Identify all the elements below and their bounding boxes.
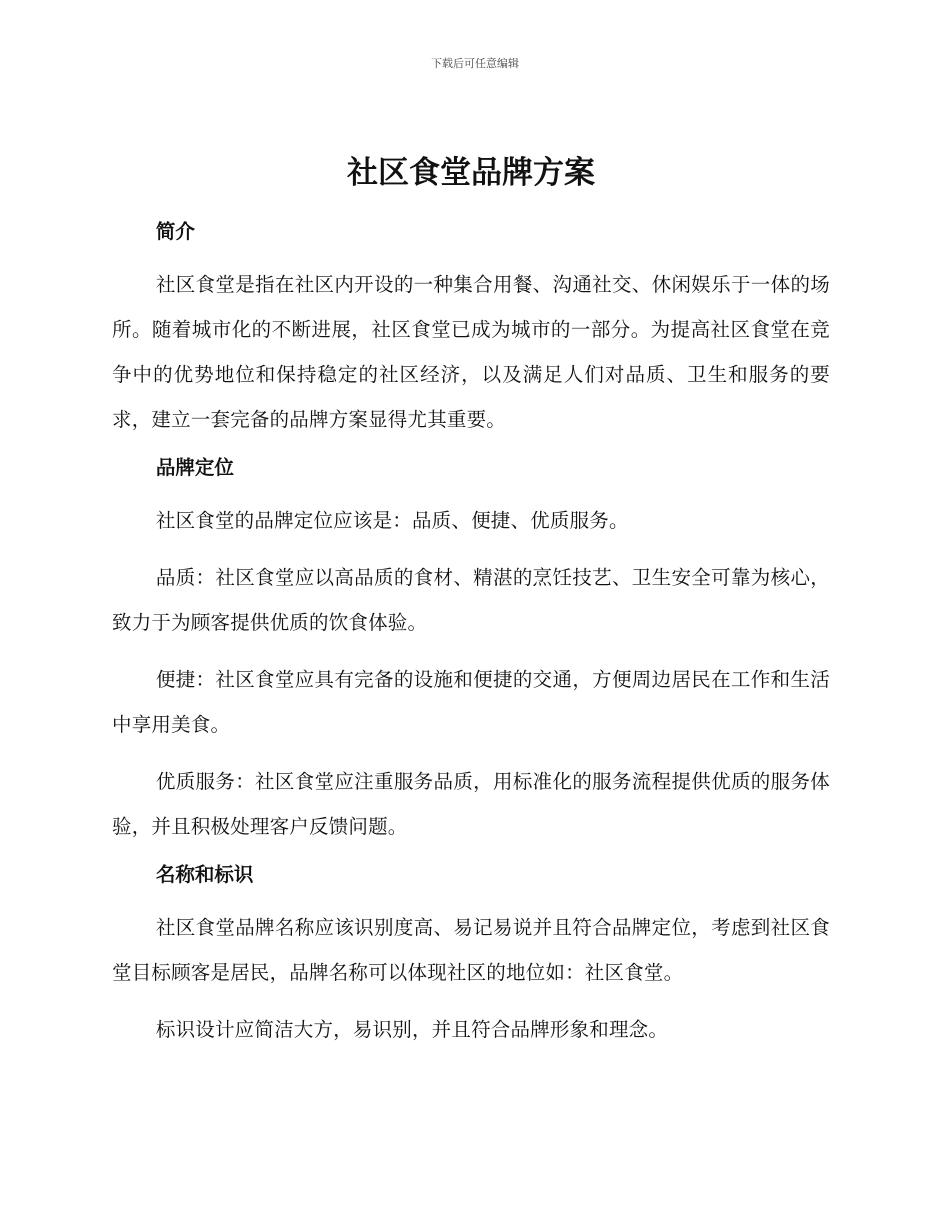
- document-title: 社区食堂品牌方案: [347, 155, 595, 191]
- paragraph: 便捷：社区食堂应具有完备的设施和便捷的交通，方便周边居民在工作和生活中享用美食。: [112, 668, 830, 736]
- section-heading-intro: 简介: [155, 220, 195, 243]
- header-note: 下载后可任意编辑: [431, 57, 519, 70]
- section-name-and-logo: [112, 861, 830, 1052]
- section-brand-positioning: [112, 454, 830, 849]
- paragraph: 社区食堂是指在社区内开设的一种集合用餐、沟通社交、休闲娱乐于一体的场所。随着城市化的不断进展，社区食堂已成为城市的一部分。为提高社区食堂在竞争中的优势地位和保持稳定的社区经济，以及满足人们对品质、卫生和服务的要求，建立一套完备的品牌方案显得尤其重要。: [112, 273, 830, 431]
- paragraph: 标识设计应简洁大方，易识别，并且符合品牌形象和理念。: [155, 1018, 669, 1041]
- section-heading-brand-positioning: 品牌定位: [155, 456, 234, 479]
- paragraph: 优质服务：社区食堂应注重服务品质，用标准化的服务流程提供优质的服务体验，并且积极处理客户反馈问题。: [112, 770, 830, 838]
- paragraph: 社区食堂品牌名称应该识别度高、易记易说并且符合品牌定位，考虑到社区食堂目标顾客是居民，品牌名称可以体现社区的地位如：社区食堂。: [112, 916, 830, 984]
- section-intro: [112, 218, 830, 442]
- paragraph: 品质：社区食堂应以高品质的食材、精湛的烹饪技艺、卫生安全可靠为核心，致力于为顾客提供优质的饮食体验。: [112, 566, 830, 634]
- paragraph: 社区食堂的品牌定位应该是：品质、便捷、优质服务。: [155, 509, 629, 532]
- section-heading-name-and-logo: 名称和标识: [155, 863, 254, 886]
- document-page: [112, 150, 830, 1064]
